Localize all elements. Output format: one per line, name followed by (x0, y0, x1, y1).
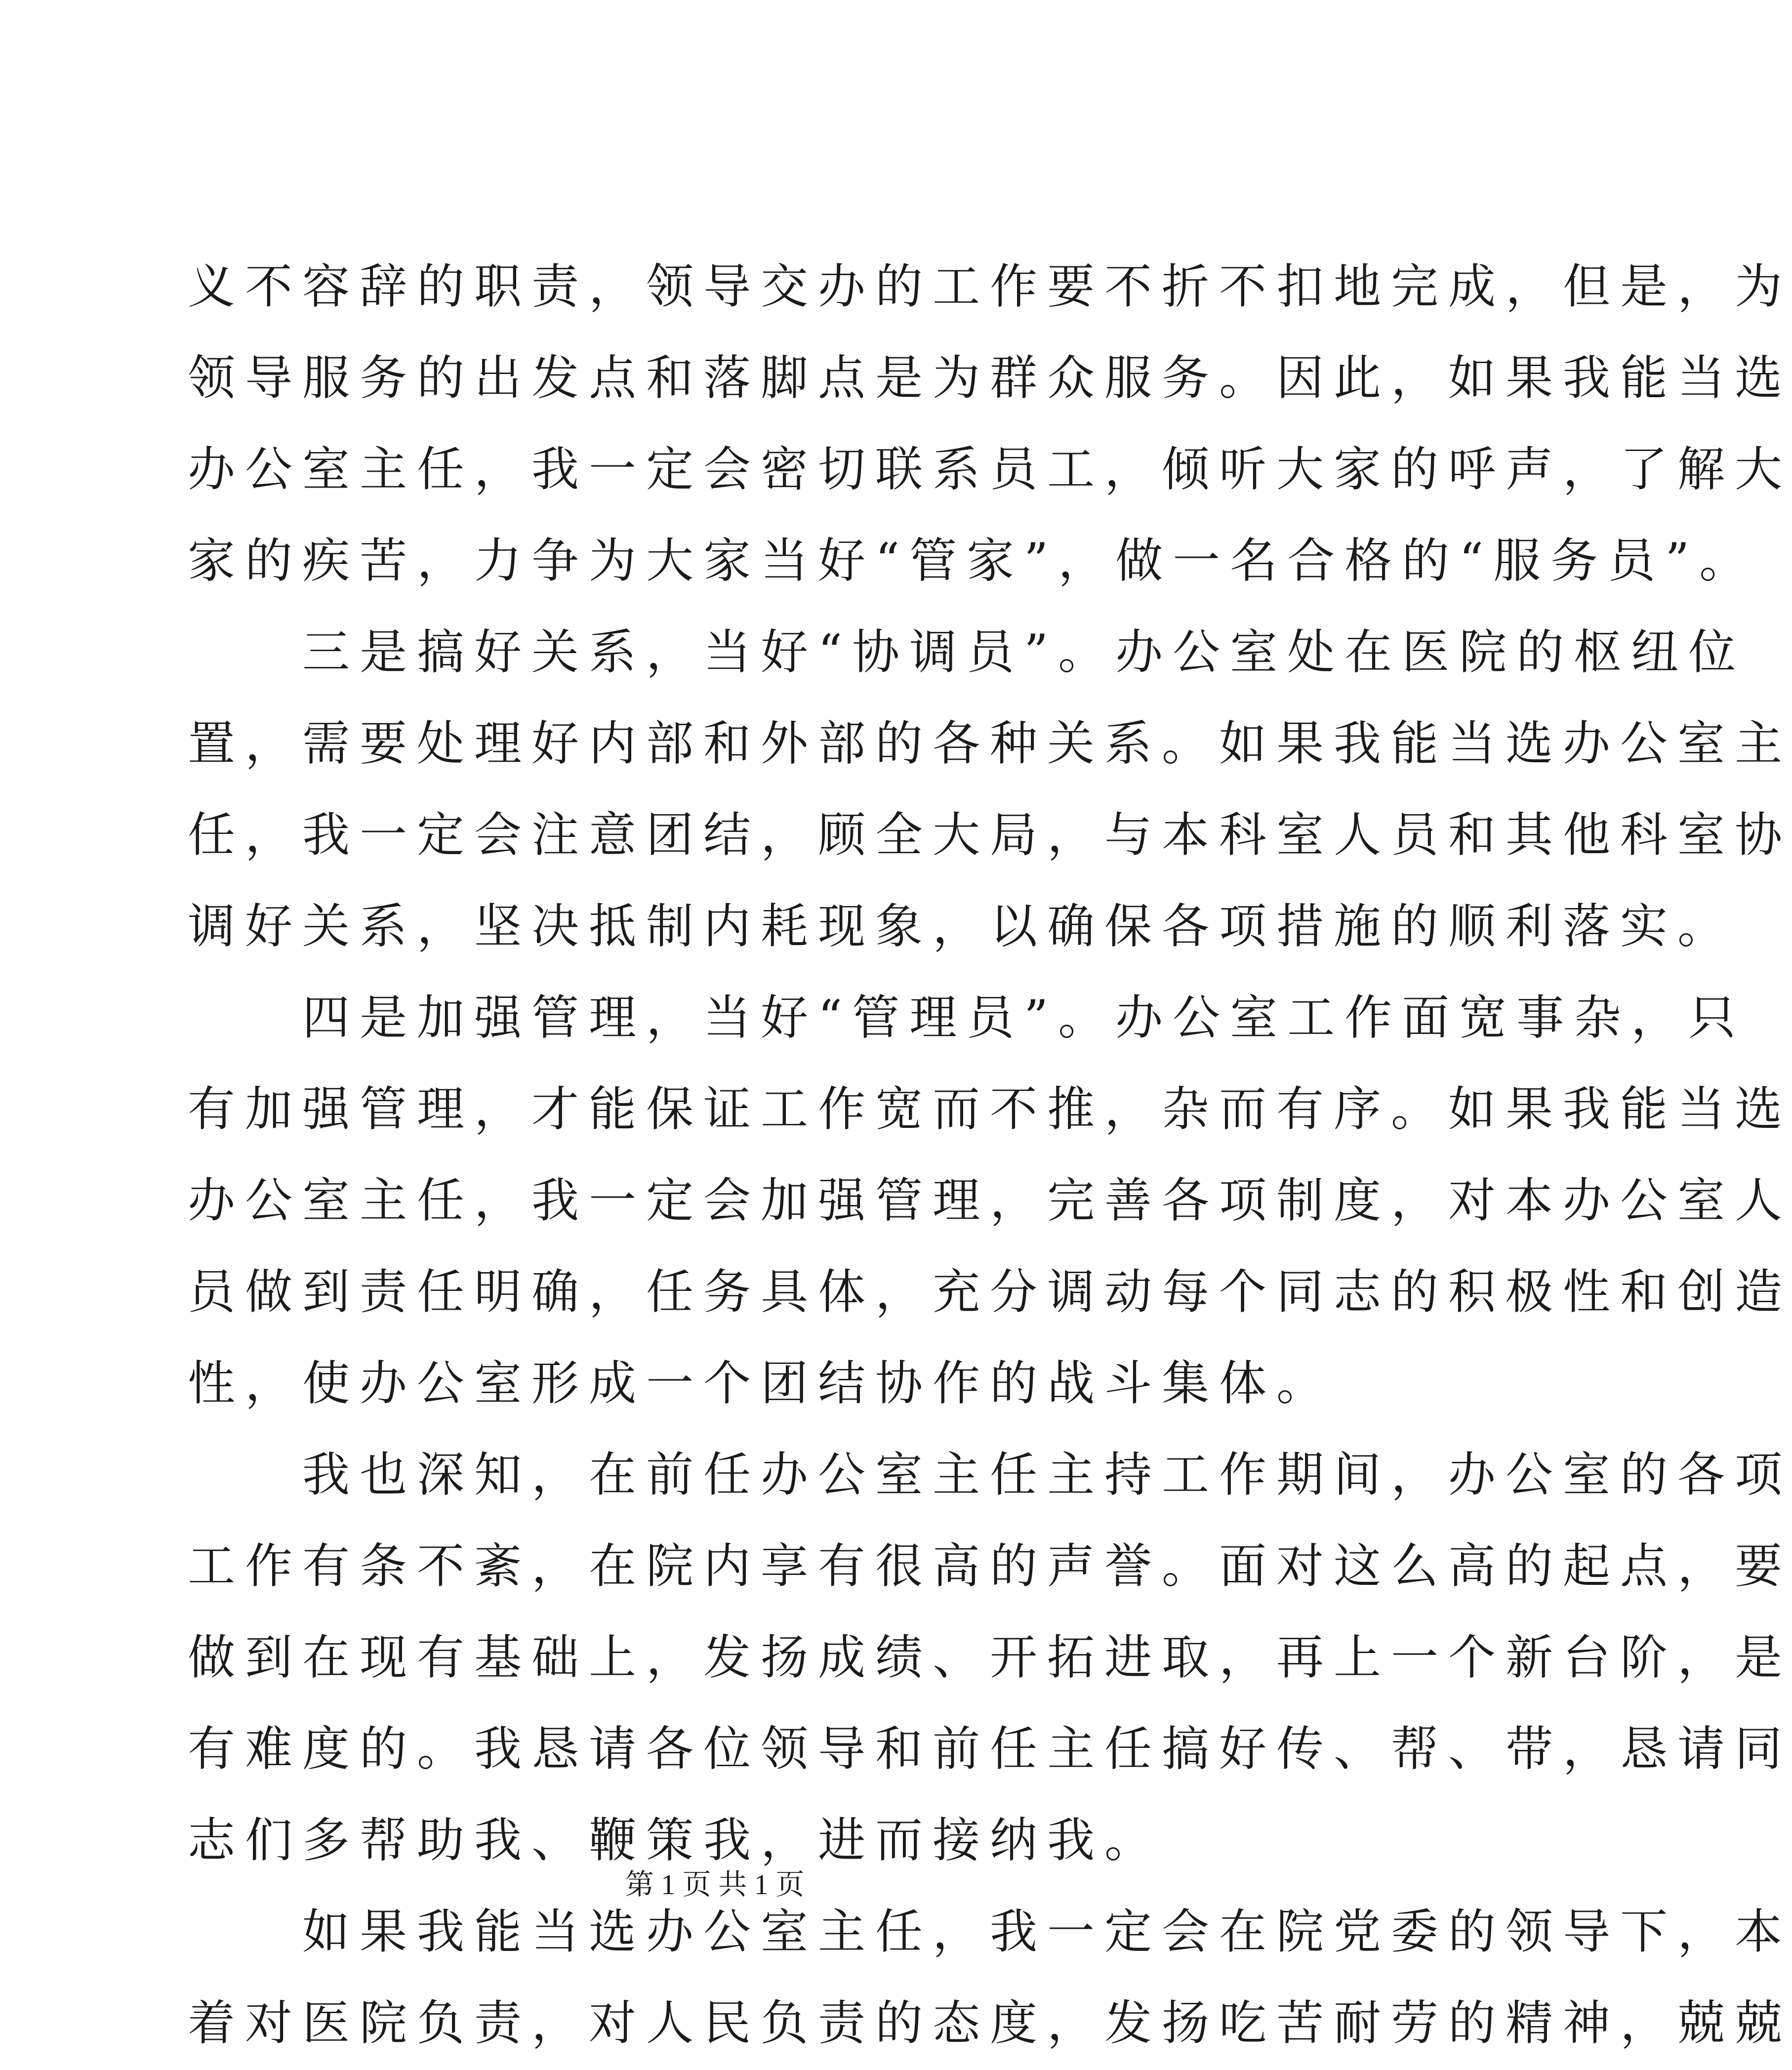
text-line: 办公室主任，我一定会密切联系员工，倾听大家的呼声，了解大 (188, 442, 1792, 497)
text-line: 办公室主任，我一定会加强管理，完善各项制度，对本办公室人 (188, 1173, 1792, 1228)
text-line: 做到在现有基础上，发扬成绩、开拓进取，再上一个新台阶，是 (188, 1630, 1792, 1685)
text-line: 义不容辞的职责，领导交办的工作要不折不扣地完成，但是，为 (188, 259, 1792, 314)
text-line: 工作有条不紊，在院内享有很高的声誉。面对这么高的起点，要 (188, 1538, 1792, 1594)
text-line: 我也深知，在前任办公室主任主持工作期间，办公室的各项 (302, 1447, 1792, 1502)
text-line: 志们多帮助我、鞭策我，进而接纳我。 (188, 1813, 1162, 1868)
text-line: 三是搞好关系，当好“协调员”。办公室处在医院的枢纽位 (302, 624, 1746, 680)
text-line: 调好关系，坚决抵制内耗现象，以确保各项措施的顺利落实。 (188, 899, 1735, 954)
text-line: 着对医院负责，对人民负责的态度，发扬吃苦耐劳的精神，兢兢 (188, 1995, 1792, 2051)
page-footer: 第 1 页 共 1 页 (625, 1868, 805, 1901)
text-line: 任，我一定会注意团结，顾全大局，与本科室人员和其他科室协 (188, 807, 1792, 863)
text-line: 四是加强管理，当好“管理员”。办公室工作面宽事杂，只 (302, 990, 1746, 1045)
text-line: 员做到责任明确，任务具体，充分调动每个同志的积极性和创造 (188, 1264, 1792, 1320)
text-line: 有难度的。我恳请各位领导和前任主任搞好传、帮、带，恳请同 (188, 1721, 1792, 1777)
text-line: 有加强管理，才能保证工作宽而不推，杂而有序。如果我能当选 (188, 1081, 1792, 1137)
text-line: 性，使办公室形成一个团结协作的战斗集体。 (188, 1356, 1334, 1411)
text-line: 家的疾苦，力争为大家当好“管家”，做一名合格的“服务员”。 (188, 533, 1757, 588)
text-line: 置，需要处理好内部和外部的各种关系。如果我能当选办公室主 (188, 716, 1792, 771)
text-line: 领导服务的出发点和落脚点是为群众服务。因此，如果我能当选 (188, 350, 1792, 406)
text-line: 如果我能当选办公室主任，我一定会在院党委的领导下，本 (302, 1904, 1792, 1959)
